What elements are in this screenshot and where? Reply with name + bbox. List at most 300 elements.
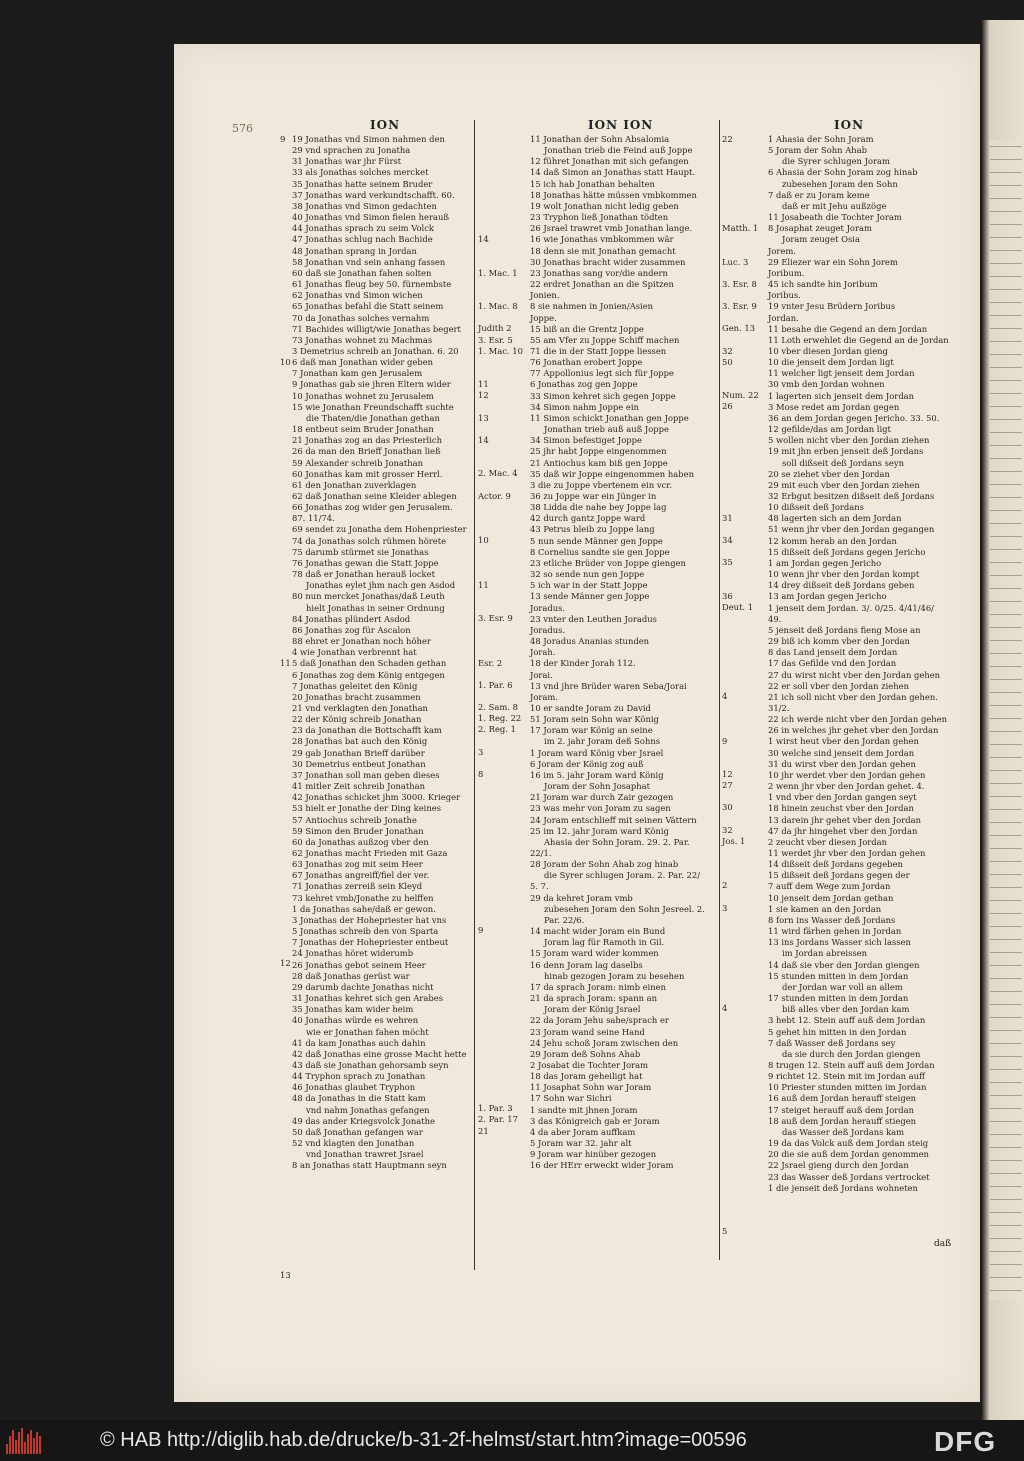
margin-reference (722, 635, 768, 646)
index-entry: 58 Jonathan vnd sein anhang fassen (292, 256, 446, 267)
index-entry: 18 denn sie mit Jonathan gemacht (530, 245, 676, 256)
margin-reference (478, 312, 530, 323)
index-entry: 49. (768, 613, 782, 624)
index-entry: 62 daß Jonathan seine Kleider ablegen (292, 491, 457, 501)
index-entry: Par. 22/6. (544, 914, 585, 925)
margin-reference (722, 914, 768, 925)
index-entry: 24 Jehu schoß Joram zwischen den (530, 1037, 679, 1048)
index-entry: 18 Jonathas hätte müssen vmbkommen (530, 189, 697, 200)
margin-reference (722, 1181, 768, 1192)
index-entry: im 2. jahr Joram deß Sohns (544, 736, 661, 747)
margin-reference (478, 635, 530, 646)
index-entry: 10 jhr werdet vber den Jordan gehen (768, 769, 926, 780)
index-entry: 78 daß er Jonathan herauß locket (292, 569, 435, 580)
margin-reference (478, 780, 530, 791)
margin-reference: 36 (722, 590, 733, 601)
index-entry: 62 Jonathas macht Frieden mit Gaza (292, 848, 448, 858)
margin-reference (722, 680, 768, 691)
index-entry: 28 daß Jonathas gerüst war (292, 970, 410, 981)
index-entry: 26 Jsrael trawret vmb Jonathan lange. (530, 223, 693, 234)
margin-reference: 1. Mac. 8 (478, 301, 518, 312)
margin-reference (478, 179, 530, 190)
index-entry: der Jordan war voll an allem (782, 981, 903, 992)
index-entry: 9 richtet 12. Stein mit im Jordan auff (768, 1071, 925, 1082)
index-entry: das Wasser deß Jordans kam (782, 1126, 905, 1137)
margin-reference (722, 145, 768, 156)
index-entry: 38 Lidda die nahe bey Joppe lag (530, 502, 667, 513)
margin-reference: 35 (722, 557, 733, 568)
margin-reference (478, 368, 530, 379)
index-entry: biß alles vber den Jordan kam (782, 1004, 910, 1015)
index-entry: 25 jhr habt Joppe eingenommen (530, 446, 667, 457)
margin-reference (722, 724, 768, 735)
margin-reference (722, 546, 768, 557)
margin-reference (478, 557, 530, 568)
margin-reference: 3. Esr. 8 (722, 278, 757, 289)
margin-reference (722, 413, 768, 424)
index-entry: 8 sie nahmen in Jonien/Asien (530, 301, 654, 312)
margin-reference: Gen. 13 (722, 323, 756, 334)
index-entry: 15 ich hab Jonathan behalten (530, 178, 655, 189)
index-entry: 1 wirst heut vber den Jordan gehen (768, 736, 919, 747)
index-entry: 22 ich werde nicht vber den Jordan gehen (768, 714, 947, 725)
index-entry: 17 das Gefilde vnd den Jordan (768, 658, 897, 669)
margin-reference (478, 947, 530, 958)
margin-reference (722, 190, 768, 201)
index-entry: 35 Jonathas hatte seinem Bruder (292, 178, 433, 189)
index-entry: 17 Sohn war Sichri (530, 1093, 612, 1104)
index-entry: 77 Appollonius legt sich für Joppe (530, 368, 674, 379)
margin-reference: Judith 2 (478, 323, 512, 334)
index-entry: 5 Jonathas schreib den von Sparta (292, 926, 439, 937)
index-entry: 22 er soll vber den Jordan ziehen (768, 680, 909, 691)
index-entry: Jonathan trieb auß auß Joppe (544, 424, 669, 435)
index-entry: 16 denn Joram lag daselbs (530, 959, 643, 970)
index-entry: 4 wie Jonathan verbrennt hat (292, 647, 417, 658)
margin-reference (478, 401, 530, 412)
margin-reference: 1. Par. 6 (478, 679, 513, 690)
margin-reference: 3. Esr. 9 (722, 301, 757, 312)
margin-reference (722, 424, 768, 435)
index-entry: 60 da Jonathas außzog vber den (292, 836, 429, 847)
index-entry: 1 jenseit dem Jordan. 3/. 0/25. 4/41/46/ (768, 602, 935, 613)
index-entry: 6 Jonathas zog gen Joppe (530, 379, 638, 390)
index-entry: 59 Simon den Bruder Jonathan (292, 825, 424, 836)
index-entry: 6 Jonathas zog dem König entgegen (292, 669, 445, 680)
index-entry: 33 Simon kehret sich gegen Joppe (530, 390, 676, 401)
index-entry: 84 Jonathas plündert Asdod (292, 613, 411, 624)
column-header-1: ION (370, 118, 401, 132)
index-entry: 23 da Jonathan die Bottschafft kam (292, 725, 442, 736)
index-entry: 10 die jenseit dem Jordan ligt (768, 357, 894, 368)
index-entry: 3 das Königreich gab er Joram (530, 1115, 660, 1126)
margin-reference (478, 212, 530, 223)
margin-reference (478, 691, 530, 702)
index-entry: 28 Joram der Sohn Ahab zog hinab (530, 859, 679, 870)
index-entry: Joppe. (530, 312, 557, 323)
index-entry: 12 gefilde/das am Jordan ligt (768, 424, 891, 435)
margin-reference (722, 936, 768, 947)
index-entry: 36 an dem Jordan gegen Jericho. 33. 50. (768, 412, 940, 423)
index-entry: hinab gezogen Joram zu besehen (544, 970, 685, 981)
margin-reference (478, 958, 530, 969)
index-entry: 18 der Kinder Jorah 112. (530, 658, 636, 669)
index-entry: 61 den Jonathan zuverklagen (292, 479, 417, 490)
index-entry: Joram. (530, 691, 558, 702)
index-entry: 46 Jonathas glaubet Tryphon (292, 1082, 416, 1093)
index-entry: 22 der König schreib Jonathan (292, 714, 422, 725)
margin-reference (478, 524, 530, 535)
column-header-3: ION (834, 118, 865, 132)
index-entry: 29 Joram deß Sohns Ahab (530, 1048, 641, 1059)
index-entry: 1 da Jonathas sahe/daß er gewon. (292, 903, 436, 914)
index-entry: 14 dißseit deß Jordans gegeben (768, 859, 903, 870)
margin-reference: 21 (478, 1125, 489, 1136)
margin-reference (722, 457, 768, 468)
index-entry: 9 Joram war hinüber gezogen (530, 1149, 657, 1160)
index-entry: 61 Jonathas fleug bey 50. fürnembste (292, 279, 452, 290)
index-entry: Jorem. (768, 245, 796, 256)
index-entry: 63 Jonathas zog mit seim Heer (292, 859, 423, 870)
index-entry: 2 wenn jhr vber den Jordan gehet. 4. (768, 781, 925, 792)
margin-reference: 2. Sam. 8 (478, 702, 518, 713)
margin-reference: 2. Mac. 4 (478, 468, 518, 479)
column-rule-2 (719, 120, 720, 1260)
margin-reference (478, 892, 530, 903)
index-entry: 1 die jenseit deß Jordans wohneten (768, 1182, 918, 1193)
index-entry: 10 Jonathas wohnet zu Jerusalem (292, 390, 434, 401)
index-entry: 30 Jonathas bracht wider zusammen (530, 256, 686, 267)
index-entry: Joram lag für Ramoth in Gil. (544, 937, 665, 948)
index-entry: 45 ich sandte hin Joribum (768, 279, 878, 290)
margin-reference (478, 1048, 530, 1059)
margin-reference: 10 (280, 356, 291, 367)
index-entry: 37 Jonathas ward verkundtschafft. 60. (292, 189, 455, 200)
index-entry: 35 Jonathas kam wider heim (292, 1004, 414, 1015)
index-entry: 60 daß sie Jonathan fahen solten (292, 267, 432, 278)
index-entry: 5. 7. (530, 881, 549, 892)
index-entry: 86 Jonathas zog für Ascalon (292, 624, 411, 635)
index-entry: 2 zeucht vber diesen Jordan (768, 836, 888, 847)
margin-reference (722, 658, 768, 669)
index-entry: 10 er sandte Joram zu David (530, 702, 651, 713)
margin-reference (722, 970, 768, 981)
index-entry: 23 etliche Brüder von Joppe giengen (530, 557, 686, 568)
logo-bar (30, 1430, 32, 1454)
index-entry: 31 Jonathas war jhr Fürst (292, 156, 402, 167)
margin-reference: 32 (722, 345, 733, 356)
index-entry: da sie durch den Jordan giengen (782, 1048, 921, 1059)
margin-reference: 14 (478, 234, 489, 245)
margin-reference (722, 958, 768, 969)
margin-reference (722, 1081, 768, 1092)
margin-reference (722, 814, 768, 825)
margin-reference (722, 268, 768, 279)
index-entry: 31 Jonathas kehret sich gen Arabes (292, 993, 443, 1004)
index-entry: die Syrer schlugen Joram (782, 156, 890, 167)
logo-bar (36, 1432, 38, 1454)
index-entry: 16 der HErr erweckt wider Joram (530, 1160, 674, 1171)
margin-reference (722, 1014, 768, 1025)
index-entry: 15 Joram ward wider kommen (530, 948, 659, 959)
index-entry: Jonathas eylet jhm nach gen Asdod (306, 580, 456, 591)
index-entry: 76 Jonathan erobert Joppe (530, 357, 643, 368)
index-entry: 29 Eliezer war ein Sohn Jorem (768, 256, 898, 267)
margin-reference (722, 892, 768, 903)
index-entry: 73 Jonathas wohnet zu Machmas (292, 334, 433, 345)
margin-reference (478, 791, 530, 802)
index-column-3 (768, 134, 964, 1264)
margin-reference (722, 1192, 768, 1203)
index-entry: 1 lagerten sich jenseit dem Jordan (768, 390, 915, 401)
margin-reference (478, 736, 530, 747)
index-entry: Jorah. (530, 647, 556, 658)
index-entry: 62 Jonathas vnd Simon wichen (292, 290, 423, 301)
index-entry: 69 sendet zu Jonatha dem Hohenpriester (292, 524, 467, 535)
margin-reference: 8 (478, 769, 484, 780)
index-entry: im Jordan abreissen (782, 948, 868, 959)
index-entry: 15 stunden mitten in dem Jordan (768, 970, 909, 981)
margin-reference: Actor. 9 (478, 490, 511, 501)
logo-bar (15, 1440, 17, 1454)
index-entry: 44 Jonathas sprach zu seim Volck (292, 223, 434, 234)
index-entry: 7 Jonathas der Hohepriester entbeut (292, 937, 449, 948)
margin-reference (722, 747, 768, 758)
margin-reference: 27 (722, 780, 733, 791)
index-entry: 22 da Joram Jehu sahe/sprach er (530, 1015, 669, 1026)
index-entry: 11 Jonathan der Sohn Absalomia (530, 134, 670, 144)
index-entry: 10 dißseit deß Jordans (768, 502, 864, 513)
margin-reference: 2. Par. 17 (478, 1114, 518, 1125)
logo-bar (33, 1438, 35, 1454)
index-entry: 2 Josabat die Tochter Joram (530, 1059, 649, 1070)
index-entry: 12 komm herab an den Jordan (768, 535, 897, 546)
copyright-link[interactable]: © HAB http://diglib.hab.de/drucke/b-31-2f-helmst/start.htm?image=00596 (100, 1429, 747, 1451)
index-entry: 6 daß man Jonathan wider geben (292, 357, 434, 368)
index-entry: Joradus. (530, 602, 566, 613)
index-entry: 32 so sende nun gen Joppe (530, 569, 645, 580)
index-entry: 42 daß Jonathas eine grosse Macht hette (292, 1048, 467, 1059)
index-entry: 17 steiget herauff auß dem Jordan (768, 1104, 915, 1115)
index-entry: 26 da man den Brieff Jonathan ließ (292, 446, 441, 457)
margin-reference (722, 1126, 768, 1137)
index-entry: 20 se ziehet vber den Jordan (768, 468, 890, 479)
index-entry: 11 besahe die Gegend an dem Jordan (768, 323, 928, 334)
facing-page-edge (982, 20, 1024, 1420)
index-entry: 6 Joram der König zog auß (530, 758, 644, 769)
margin-reference: Num. 22 (722, 390, 759, 401)
index-entry: Ahasia der Sohn Joram. 29. 2. Par. (544, 836, 690, 847)
index-entry: 80 nun mercket Jonathas/daß Leuth (292, 591, 445, 602)
margin-reference (722, 491, 768, 502)
index-entry: 18 entbeut seim Bruder Jonathan (292, 424, 434, 435)
margin-reference (478, 279, 530, 290)
index-entry: 8 forn ins Wasser deß Jordans (768, 914, 896, 925)
index-entry: 66 Jonathas zog wider gen Jerusalem. (292, 502, 453, 513)
margin-reference: 13 (478, 412, 489, 423)
index-entry: 23 das Wasser deß Jordans vertrocket (768, 1171, 930, 1182)
margin-reference (722, 613, 768, 624)
margin-references-col3 (722, 134, 768, 1264)
margin-reference (478, 223, 530, 234)
margin-reference (722, 1103, 768, 1114)
index-entry: 44 Tryphon sprach zu Jonathan (292, 1071, 426, 1082)
margin-reference: 26 (722, 401, 733, 412)
index-entry: 19 wolt Jonathan nicht ledig geben (530, 200, 679, 211)
index-entry: 25 im 12. jahr Joram ward König (530, 825, 669, 836)
margin-reference (478, 936, 530, 947)
margin-reference (478, 1003, 530, 1014)
index-entry: 73 kehret vmb/Jonathe zu helffen (292, 892, 434, 903)
index-entry: 5 Joram der Sohn Ahab (768, 145, 867, 156)
margin-reference (722, 858, 768, 869)
index-entry: 42 Jonathas schicket jhm 3000. Krieger (292, 792, 461, 803)
index-entry: Jonien. (530, 290, 560, 301)
margin-reference (478, 1025, 530, 1036)
margin-reference (478, 914, 530, 925)
index-entry: 17 stunden mitten in dem Jordan (768, 993, 909, 1004)
margin-reference: 3 (722, 902, 728, 913)
margin-reference (478, 1092, 530, 1103)
margin-reference (478, 869, 530, 880)
margin-reference (722, 435, 768, 446)
index-entry: 27 du wirst nicht vber den Jordan gehen (768, 669, 941, 680)
margin-reference (722, 1070, 768, 1081)
margin-reference: 50 (722, 356, 733, 367)
logo-bar (12, 1430, 14, 1454)
margin-reference: Jos. 1 (722, 835, 746, 846)
margin-reference (478, 446, 530, 457)
index-entry: 37 Jonathan soll man geben dieses (292, 769, 440, 780)
margin-reference (478, 134, 530, 145)
margin-reference (478, 758, 530, 769)
index-entry: 7 Jonathan kam gen Jerusalem (292, 368, 423, 379)
index-entry: 76 Jonathas gewan die Statt Joppe (292, 557, 439, 568)
index-entry: Joradus. (530, 624, 566, 635)
margin-reference: 12 (478, 390, 489, 401)
index-entry: Jordan. (768, 312, 799, 323)
margin-reference: 9 (280, 134, 286, 144)
margin-reference: 2 (722, 880, 728, 891)
margin-reference (478, 646, 530, 657)
margin-reference: 14 (478, 434, 489, 445)
index-entry: 48 Joradus Ananias stunden (530, 636, 650, 647)
index-entry: 30 Demetrius entbeut Jonathan (292, 758, 426, 769)
margin-reference (722, 624, 768, 635)
index-entry: 29 biß ich komm vber den Jordan (768, 636, 910, 647)
margin-reference (478, 479, 530, 490)
index-entry: 21 Antiochus kam biß gen Joppe (530, 457, 668, 468)
index-entry: vnd nahm Jonathas gefangen (306, 1104, 430, 1115)
margin-reference (478, 245, 530, 256)
index-entry: 7 auff dem Wege zum Jordan (768, 881, 891, 892)
index-entry: 71 Bachides willigt/wie Jonathas begert (292, 323, 461, 334)
index-entry: hielt Jonathas in seiner Ordnung (306, 602, 445, 613)
index-entry: 16 wie Jonathas vmbkommen wär (530, 234, 674, 245)
index-entry: 15 wie Jonathan Freundschafft suchte (292, 401, 454, 412)
index-entry: daß er mit Jehu außzöge (782, 200, 887, 211)
index-entry: 40 Jonathas vnd Simon fielen herauß (292, 212, 449, 223)
index-entry: zubesehen Joram den Sohn Jesreel. 2. (544, 903, 705, 914)
margin-reference (478, 357, 530, 368)
margin-reference (478, 290, 530, 301)
margin-reference (722, 1137, 768, 1148)
index-entry: 47 da jhr hingehet vber den Jordan (768, 825, 918, 836)
index-entry: 65 Jonathas befahl die Statt seinem (292, 301, 444, 312)
index-entry: 74 da Jonathas solch rühmen hörete (292, 535, 447, 546)
index-entry: 22/1. (530, 848, 552, 858)
index-entry: 5 wollen nicht vber den Jordan ziehen (768, 435, 930, 446)
margin-reference (478, 424, 530, 435)
index-entry: 7 Jonathas geleitet den König (292, 680, 418, 691)
margin-reference (478, 992, 530, 1003)
index-entry: 15 dißseit deß Jordans gegen Jericho (768, 546, 926, 557)
margin-reference: 3. Esr. 5 (478, 334, 513, 345)
index-entry: 29 gab Jonathan Brieff darüber (292, 747, 425, 758)
index-entry: Joram der Sohn Josaphat (544, 781, 651, 792)
margin-reference (478, 145, 530, 156)
index-entry: 17 Joram war König an seine (530, 725, 653, 736)
logo-bar (24, 1442, 26, 1454)
margin-reference (478, 602, 530, 613)
index-entry: 53 hielt er Jonathe der Ding keines (292, 803, 441, 814)
index-entry: 42 durch gantz Joppe ward (530, 513, 646, 524)
margin-reference (722, 1025, 768, 1036)
margin-reference (478, 624, 530, 635)
margin-reference (722, 379, 768, 390)
index-entry: 8 trugen 12. Stein auff auß dem Jordan (768, 1059, 935, 1070)
index-entry: 3 hebt 12. Stein auff auß dem Jordan (768, 1015, 926, 1026)
index-entry: 23 vnter den Leuthen Joradus (530, 613, 657, 624)
margin-reference (722, 446, 768, 457)
index-entry: 16 im 5. jahr Joram ward König (530, 769, 664, 780)
index-entry: 23 was mehr von Joram zu sagen (530, 803, 671, 814)
margin-reference (722, 212, 768, 223)
margin-reference: 1. Reg. 22 (478, 713, 522, 724)
margin-reference (722, 847, 768, 858)
margin-reference (722, 234, 768, 245)
index-entry: 14 drey dißseit deß Jordans geben (768, 580, 915, 591)
margin-reference (478, 981, 530, 992)
index-entry: 50 daß Jonathan gefangen war (292, 1126, 423, 1137)
index-entry: 38 Jonathas vnd Simon gedachten (292, 200, 437, 211)
index-entry: 48 lagerten sich an dem Jordan (768, 513, 902, 524)
index-entry: 88 ehret er Jonathan noch höher (292, 636, 431, 647)
index-entry: 19 vnter Jesu Brüdern Joribus (768, 301, 896, 312)
index-entry: 10 jenseit dem Jordan gethan (768, 892, 894, 903)
index-entry: 1 sandte mit jhnen Joram (530, 1104, 638, 1115)
margin-reference: 9 (722, 735, 728, 746)
margin-reference: 11 (478, 579, 489, 590)
index-entry: 5 ich war in der Statt Joppe (530, 580, 648, 591)
margin-reference (722, 1148, 768, 1159)
margin-reference (722, 713, 768, 724)
index-entry: 36 zu Joppe war ein Jünger in (530, 491, 657, 501)
margin-reference (722, 568, 768, 579)
index-entry: 11 werdet jhr vber den Jordan gehen (768, 848, 926, 858)
margin-reference (722, 167, 768, 178)
margin-reference (722, 669, 768, 680)
index-entry: 9 Jonathas gab sie jhren Eltern wider (292, 379, 451, 390)
index-entry: 11 welcher ligt jenseit dem Jordan (768, 368, 915, 379)
index-entry: Jorai. (530, 669, 553, 680)
index-entry: 8 Cornelius sandte sie gen Joppe (530, 546, 670, 557)
index-entry: 15 biß an die Grentz Joppe (530, 323, 644, 334)
index-entry: 11 Josabeath die Tochter Joram (768, 212, 902, 223)
margin-reference (722, 479, 768, 490)
index-entry: 19 Jonathas vnd Simon nahmen den (292, 134, 445, 144)
index-entry: 14 macht wider Joram ein Bund (530, 926, 666, 937)
